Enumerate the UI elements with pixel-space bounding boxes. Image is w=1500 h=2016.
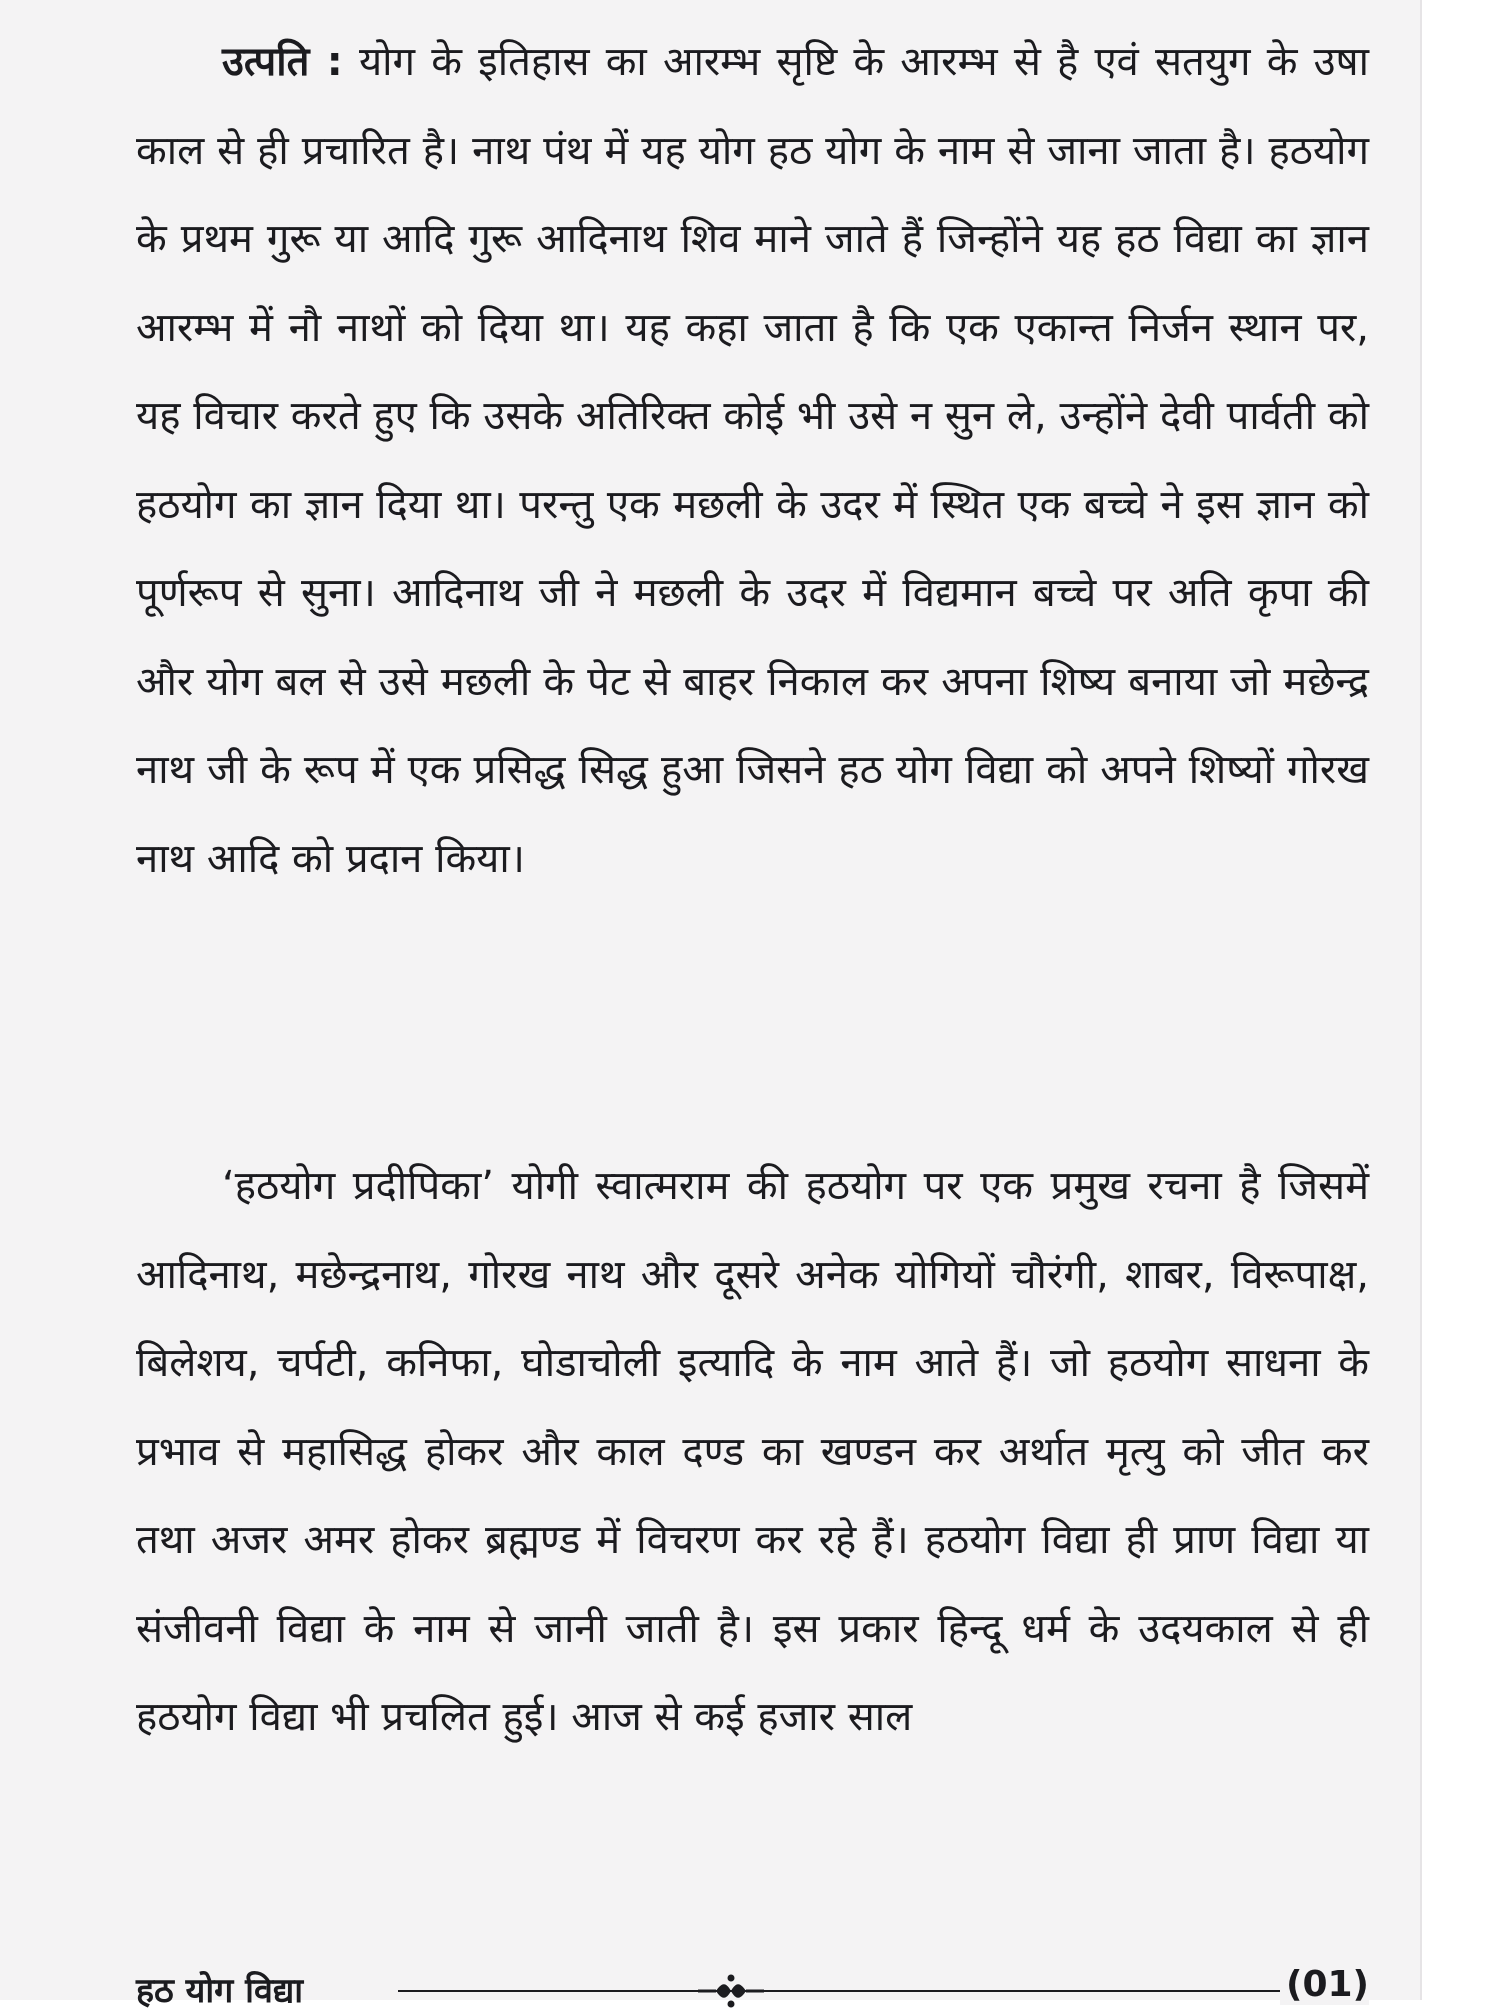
paragraph-hathayoga-pradipika: [136, 1142, 1369, 1762]
footer-rule: [398, 1990, 1287, 1992]
paragraph-body: योग के इतिहास का आरम्भ सृष्टि के आरम्भ से है एवं सतयुग के उषा काल से ही प्रचारित है। नाथ पंथ में यह योग हठ योग के नाम से जाना जाता है। हठयोग के प्रथम गुरू या आदि गुरू आदिनाथ शिव माने जाते हैं जिन्होंने यह हठ विद्या का ज्ञान आरम्भ में नौ नाथों को दिया था। यह कहा जाता है कि एक एकान्त निर्जन स्थान पर, यह विचार करते हुए कि उसके अतिरिक्त कोई भी उसे न सुन ले, उन्होंने देवी पार्वती को हठयोग का ज्ञान दिया था। परन्तु एक मछली के उदर में स्थित एक बच्चे ने इस ज्ञान को पूर्णरूप से सुना। आदिनाथ जी ने मछली के उदर में विद्यमान बच्चे पर अति कृपा की और योग बल से उसे मछली के पेट से बाहर निकाल कर अपना शिष्य बनाया जो मछेन्द्र नाथ जी के रूप में एक प्रसिद्ध सिद्ध हुआ जिसने हठ योग विद्या को अपने शिष्यों गोरख नाथ आदि को प्रदान किया।: [136, 39, 1369, 882]
paragraph-origin: [136, 18, 1369, 903]
book-title: हठ योग विद्या: [136, 1971, 304, 2011]
page-footer: [136, 1960, 1369, 2016]
paragraph-body: ‘हठयोग प्रदीपिका’ योगी स्वात्मराम की हठयोग पर एक प्रमुख रचना है जिसमें आदिनाथ, मछेन्द्रनाथ, गोरख नाथ और दूसरे अनेक योगियों चौरंगी, शाबर, विरूपाक्ष, बिलेशय, चर्पटी, कनिफा, घोडाचोली इत्यादि के नाम आते हैं। जो हठयोग साधना के प्रभाव से महासिद्ध होकर और काल दण्ड का खण्डन कर अर्थात मृत्यु को जीत कर तथा अजर अमर होकर ब्रह्मण्ड में विचरण कर रहे हैं। हठयोग विद्या ही प्राण विद्या या संजीवनी विद्या के नाम से जानी जाती है। इस प्रकार हिन्दू धर्म के उदयकाल से ही हठयोग विद्या भी प्रचलित हुई। आज से कई हजार साल: [136, 1163, 1369, 1740]
page-number: (01): [1280, 1964, 1369, 2005]
section-label: उत्पति :: [222, 39, 343, 85]
floral-divider-icon: [696, 1970, 766, 2012]
